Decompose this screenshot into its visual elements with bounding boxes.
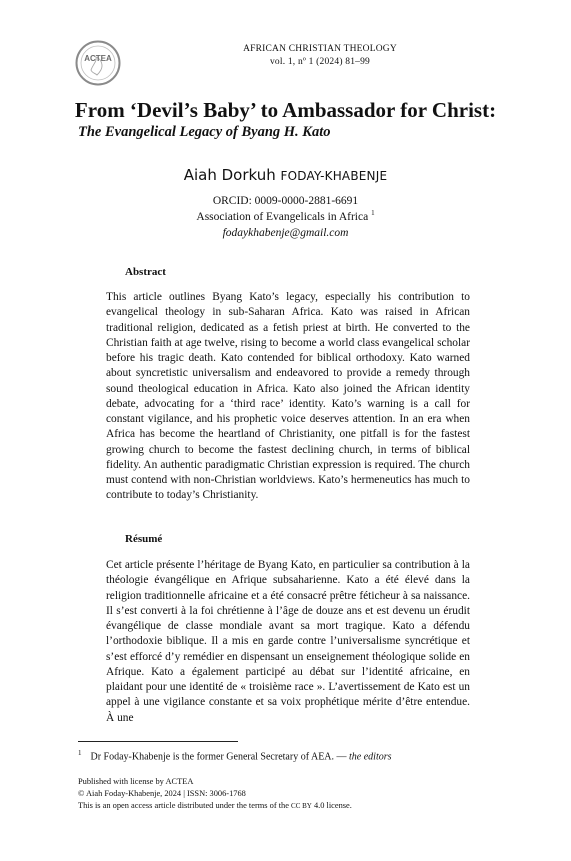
license-text: This is an open access article distributed under the terms of the xyxy=(78,801,292,810)
author-last-name: FODAY-KHABENJE xyxy=(280,169,388,183)
footnote xyxy=(78,749,392,762)
affiliation xyxy=(0,211,571,223)
resume-text: Cet article présente l’héritage de Byang Kato, en particulier sa contribution à la théologie évangélique en Afrique subsaharienne. Kato a été élevé dans la religion traditionnelle africaine et a été consacré prêtre féticheur à sa naissance. Il s’est converti à la foi chrétienne à l’âge de douze ans et est devenu un érudit évangélique de classe mondiale avant sa mort tragique. Kato a défendu l’orthodoxie biblique. Il a mis en garde contre l’universalisme syncrétique et s’est efforcé d’y remédier en dispensant un enseignement théologique solide en Afrique. Kato a également participé au débat sur l’identité africaine, en plaidant pour une identité de « troisième race ». L’avertissement de Kato est un appel à une vigilance constante et sa voix prophétique mérite d’être entendue. À une xyxy=(106,559,470,724)
actea-logo xyxy=(75,40,121,86)
abstract-heading: Abstract xyxy=(125,266,166,278)
license-line xyxy=(78,801,352,810)
logo-text: ACTEA xyxy=(84,54,112,63)
article-title: From ‘Devil’s Baby’ to Ambassador for Christ: xyxy=(74,98,497,122)
abstract-text: This article outlines Byang Kato’s legacy, especially his contribution to evangelical theology in sub-Saharan Africa. Kato was raised in African traditional religion, dedicated as a fetish priest at birth. He converted to the Christian faith at age twelve, rising to become a world class evangelical scholar before his tragic death. Kato contended for biblical orthodoxy. Kato warned about syncretistic universalism and endeavored to provide a remedy through sound theological education in Africa. Kato also joined the African identity debate, advocating for a ‘third race’ identity. Kato’s warning is a call for constant vigilance, and his prophetic voice deserves attention. In an era when Africa has become the heartland of Christianity, one pitfall is for the fastest growing church to become the fastest declining church, in terms of biblical fidelity. An authentic paradigmatic Christian expression is required. The church must contend with non-Christian worldviews. Kato’s hermeneutics has much to contribute to today’s Christianity. xyxy=(106,291,470,502)
journal-issue: vol. 1, nº 1 (2024) 81–99 xyxy=(269,57,371,67)
license-link[interactable]: CC BY xyxy=(291,802,312,810)
copyright-line: © Aiah Foday-Khabenje, 2024 | ISSN: 3006-1768 xyxy=(78,789,246,798)
footnote-editors: the editors xyxy=(349,751,392,763)
journal-name: AFRICAN CHRISTIAN THEOLOGY xyxy=(243,44,397,54)
article-subtitle: The Evangelical Legacy of Byang H. Kato xyxy=(78,124,331,140)
publisher-line: Published with license by ACTEA xyxy=(78,777,194,786)
affiliation-text: Association of Evangelicals in Africa xyxy=(196,211,369,223)
resume-heading: Résumé xyxy=(125,533,163,545)
author-first-name: Aiah Dorkuh xyxy=(183,166,281,184)
orcid: ORCID: 0009-0000-2881-6691 xyxy=(212,195,359,207)
footnote-text: Dr Foday-Khabenje is the former General Secretary of AEA. — xyxy=(90,751,350,763)
footnote-marker[interactable]: 1 xyxy=(371,209,375,218)
author-email[interactable]: fodaykhabenje@gmail.com xyxy=(222,227,349,239)
footnote-number: 1 xyxy=(78,749,82,757)
author-name xyxy=(0,166,571,184)
footnote-divider xyxy=(78,741,238,742)
license-version: 4.0 license. xyxy=(311,801,352,810)
